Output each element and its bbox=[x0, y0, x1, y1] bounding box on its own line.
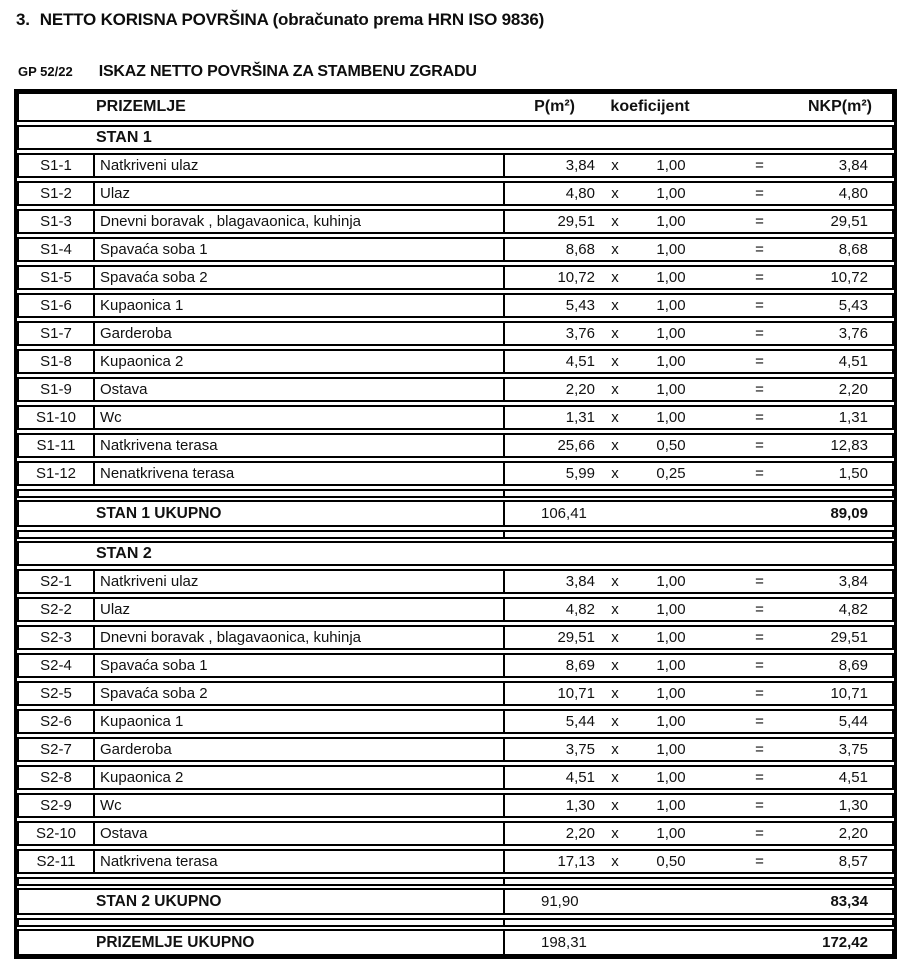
row-label: Spavaća soba 1 bbox=[100, 241, 208, 258]
row-values bbox=[503, 379, 892, 400]
multiply-sign: x bbox=[611, 409, 619, 426]
row-code: S1-8 bbox=[19, 351, 95, 372]
row-coefficient-value: 1,00 bbox=[656, 685, 686, 702]
row-label: Spavaća soba 2 bbox=[100, 685, 208, 702]
row-label: Wc bbox=[100, 409, 122, 426]
row-net-area-value: 2,20 bbox=[838, 825, 868, 842]
row-coefficient-value: 0,50 bbox=[656, 853, 686, 870]
row-values bbox=[503, 627, 892, 648]
equals-sign: = bbox=[755, 769, 764, 786]
table-row bbox=[17, 237, 894, 262]
separator-right bbox=[503, 879, 892, 884]
header-area: P(m²) bbox=[534, 98, 575, 115]
table-row bbox=[17, 569, 894, 594]
row-area-value: 4,80 bbox=[565, 185, 595, 202]
row-values bbox=[503, 711, 892, 732]
equals-sign: = bbox=[755, 685, 764, 702]
row-net-area-value: 4,80 bbox=[838, 185, 868, 202]
row-net-area-value: 10,71 bbox=[830, 685, 868, 702]
row-coefficient-value: 1,00 bbox=[656, 741, 686, 758]
row-coefficient-value: 1,00 bbox=[656, 797, 686, 814]
row-code: S2-3 bbox=[19, 627, 95, 648]
row-code: S2-10 bbox=[19, 823, 95, 844]
doc-code: GP 52/22 bbox=[18, 64, 73, 79]
table-row bbox=[17, 709, 894, 734]
section-header-row bbox=[17, 125, 894, 150]
row-values bbox=[503, 599, 892, 620]
total-label: PRIZEMLJE UKUPNO bbox=[96, 933, 255, 951]
row-coefficient-value: 0,50 bbox=[656, 437, 686, 454]
row-code: S2-2 bbox=[19, 599, 95, 620]
row-area-value: 4,82 bbox=[565, 601, 595, 618]
row-net-area-value: 3,76 bbox=[838, 325, 868, 342]
equals-sign: = bbox=[755, 657, 764, 674]
row-code: S1-10 bbox=[19, 407, 95, 428]
table-row bbox=[17, 153, 894, 178]
row-code: S1-12 bbox=[19, 463, 95, 484]
row-net-area-value: 1,30 bbox=[838, 797, 868, 814]
table-row bbox=[17, 265, 894, 290]
row-coefficient-value: 1,00 bbox=[656, 297, 686, 314]
total-label: STAN 1 UKUPNO bbox=[96, 504, 222, 522]
separator-left bbox=[19, 532, 503, 537]
equals-sign: = bbox=[755, 797, 764, 814]
section-title bbox=[16, 10, 897, 30]
row-label: Kupaonica 1 bbox=[100, 297, 184, 314]
multiply-sign: x bbox=[611, 657, 619, 674]
row-coefficient-value: 1,00 bbox=[656, 825, 686, 842]
row-code: S2-1 bbox=[19, 571, 95, 592]
multiply-sign: x bbox=[611, 741, 619, 758]
multiply-sign: x bbox=[611, 769, 619, 786]
row-net-area-value: 3,75 bbox=[838, 741, 868, 758]
table-row bbox=[17, 849, 894, 874]
row-area-value: 5,43 bbox=[565, 297, 595, 314]
multiply-sign: x bbox=[611, 685, 619, 702]
multiply-sign: x bbox=[611, 825, 619, 842]
net-area-table bbox=[14, 89, 897, 959]
row-code: S1-1 bbox=[19, 155, 95, 176]
multiply-sign: x bbox=[611, 629, 619, 646]
row-values bbox=[503, 323, 892, 344]
table-row bbox=[17, 765, 894, 790]
equals-sign: = bbox=[755, 353, 764, 370]
row-area-value: 10,72 bbox=[557, 269, 595, 286]
table-row bbox=[17, 181, 894, 206]
row-values bbox=[503, 571, 892, 592]
table-row bbox=[17, 793, 894, 818]
row-coefficient-value: 1,00 bbox=[656, 629, 686, 646]
row-label: Natkriveni ulaz bbox=[100, 157, 199, 174]
row-net-area-value: 5,43 bbox=[838, 297, 868, 314]
row-label: Kupaonica 1 bbox=[100, 713, 184, 730]
table-row bbox=[17, 653, 894, 678]
row-code: S2-5 bbox=[19, 683, 95, 704]
equals-sign: = bbox=[755, 573, 764, 590]
row-label: Kupaonica 2 bbox=[100, 769, 184, 786]
equals-sign: = bbox=[755, 297, 764, 314]
row-code: S1-4 bbox=[19, 239, 95, 260]
table-row bbox=[17, 821, 894, 846]
row-values bbox=[503, 435, 892, 456]
total-area-value: 91,90 bbox=[541, 893, 579, 910]
row-net-area-value: 1,31 bbox=[838, 409, 868, 426]
equals-sign: = bbox=[755, 409, 764, 426]
row-coefficient-value: 1,00 bbox=[656, 573, 686, 590]
table-row bbox=[17, 625, 894, 650]
equals-sign: = bbox=[755, 241, 764, 258]
row-coefficient-value: 1,00 bbox=[656, 713, 686, 730]
separator-row bbox=[17, 489, 894, 498]
row-area-value: 3,76 bbox=[565, 325, 595, 342]
table-row bbox=[17, 377, 894, 402]
row-label: Spavaća soba 1 bbox=[100, 657, 208, 674]
section-header-row bbox=[17, 541, 894, 566]
row-area-value: 4,51 bbox=[565, 353, 595, 370]
row-area-value: 1,31 bbox=[565, 409, 595, 426]
table-row bbox=[17, 293, 894, 318]
row-values bbox=[503, 211, 892, 232]
table-header-row bbox=[17, 92, 894, 122]
separator-row bbox=[17, 530, 894, 539]
total-values bbox=[503, 931, 892, 954]
row-values bbox=[503, 183, 892, 204]
separator-left bbox=[19, 879, 503, 884]
row-net-area-value: 29,51 bbox=[830, 629, 868, 646]
row-code: S2-9 bbox=[19, 795, 95, 816]
section-name: STAN 1 bbox=[96, 128, 152, 146]
total-net-area-value: 89,09 bbox=[830, 505, 868, 522]
multiply-sign: x bbox=[611, 601, 619, 618]
multiply-sign: x bbox=[611, 269, 619, 286]
row-coefficient-value: 1,00 bbox=[656, 353, 686, 370]
multiply-sign: x bbox=[611, 353, 619, 370]
multiply-sign: x bbox=[611, 437, 619, 454]
total-row bbox=[17, 888, 894, 915]
multiply-sign: x bbox=[611, 853, 619, 870]
row-values bbox=[503, 351, 892, 372]
total-values bbox=[503, 890, 892, 913]
row-label: Nenatkrivena terasa bbox=[100, 465, 235, 482]
row-coefficient-value: 1,00 bbox=[656, 325, 686, 342]
multiply-sign: x bbox=[611, 381, 619, 398]
row-net-area-value: 3,84 bbox=[838, 157, 868, 174]
separator-right bbox=[503, 920, 892, 925]
row-label: Natkriveni ulaz bbox=[100, 573, 199, 590]
row-coefficient-value: 1,00 bbox=[656, 213, 686, 230]
row-area-value: 10,71 bbox=[557, 685, 595, 702]
table-row bbox=[17, 681, 894, 706]
row-code: S1-2 bbox=[19, 183, 95, 204]
multiply-sign: x bbox=[611, 241, 619, 258]
total-net-area-value: 83,34 bbox=[830, 893, 868, 910]
equals-sign: = bbox=[755, 213, 764, 230]
row-values bbox=[503, 851, 892, 872]
table-row bbox=[17, 737, 894, 762]
row-net-area-value: 5,44 bbox=[838, 713, 868, 730]
section-name: STAN 2 bbox=[96, 544, 152, 562]
row-values bbox=[503, 739, 892, 760]
row-values bbox=[503, 463, 892, 484]
row-net-area-value: 29,51 bbox=[830, 213, 868, 230]
table-row bbox=[17, 433, 894, 458]
multiply-sign: x bbox=[611, 297, 619, 314]
row-coefficient-value: 1,00 bbox=[656, 269, 686, 286]
row-area-value: 5,99 bbox=[565, 465, 595, 482]
row-net-area-value: 1,50 bbox=[838, 465, 868, 482]
row-net-area-value: 8,57 bbox=[838, 853, 868, 870]
table-row bbox=[17, 209, 894, 234]
row-label: Natkrivena terasa bbox=[100, 853, 218, 870]
row-area-value: 29,51 bbox=[557, 213, 595, 230]
total-area-value: 106,41 bbox=[541, 505, 587, 522]
row-label: Ostava bbox=[100, 825, 148, 842]
row-values bbox=[503, 295, 892, 316]
row-code: S2-7 bbox=[19, 739, 95, 760]
row-values bbox=[503, 767, 892, 788]
row-code: S1-6 bbox=[19, 295, 95, 316]
row-label: Ulaz bbox=[100, 601, 131, 618]
row-net-area-value: 4,51 bbox=[838, 353, 868, 370]
row-code: S2-4 bbox=[19, 655, 95, 676]
multiply-sign: x bbox=[611, 157, 619, 174]
total-label: STAN 2 UKUPNO bbox=[96, 892, 222, 910]
equals-sign: = bbox=[755, 437, 764, 454]
row-area-value: 1,30 bbox=[565, 797, 595, 814]
multiply-sign: x bbox=[611, 465, 619, 482]
row-values bbox=[503, 407, 892, 428]
separator-left bbox=[19, 491, 503, 496]
row-net-area-value: 8,69 bbox=[838, 657, 868, 674]
row-label: Kupaonica 2 bbox=[100, 353, 184, 370]
grand-total-row bbox=[17, 929, 894, 956]
equals-sign: = bbox=[755, 465, 764, 482]
multiply-sign: x bbox=[611, 713, 619, 730]
row-area-value: 3,84 bbox=[565, 573, 595, 590]
row-code: S1-11 bbox=[19, 435, 95, 456]
separator-left bbox=[19, 920, 503, 925]
multiply-sign: x bbox=[611, 185, 619, 202]
separator-row bbox=[17, 877, 894, 886]
equals-sign: = bbox=[755, 269, 764, 286]
row-area-value: 2,20 bbox=[565, 381, 595, 398]
row-coefficient-value: 1,00 bbox=[656, 157, 686, 174]
row-area-value: 8,68 bbox=[565, 241, 595, 258]
row-area-value: 2,20 bbox=[565, 825, 595, 842]
equals-sign: = bbox=[755, 601, 764, 618]
equals-sign: = bbox=[755, 853, 764, 870]
row-code: S1-5 bbox=[19, 267, 95, 288]
multiply-sign: x bbox=[611, 325, 619, 342]
row-net-area-value: 4,51 bbox=[838, 769, 868, 786]
row-net-area-value: 4,82 bbox=[838, 601, 868, 618]
header-net-area: NKP(m²) bbox=[808, 98, 872, 115]
header-coefficient: koeficijent bbox=[610, 98, 690, 115]
equals-sign: = bbox=[755, 157, 764, 174]
row-coefficient-value: 1,00 bbox=[656, 601, 686, 618]
row-label: Garderoba bbox=[100, 325, 172, 342]
row-label: Dnevni boravak , blagavaonica, kuhinja bbox=[100, 629, 361, 646]
section-title-text: NETTO KORISNA POVRŠINA (obračunato prema HRN ISO 9836) bbox=[39, 10, 545, 29]
equals-sign: = bbox=[755, 381, 764, 398]
row-area-value: 8,69 bbox=[565, 657, 595, 674]
row-label: Ostava bbox=[100, 381, 148, 398]
row-values bbox=[503, 655, 892, 676]
row-area-value: 4,51 bbox=[565, 769, 595, 786]
row-area-value: 3,84 bbox=[565, 157, 595, 174]
row-code: S2-6 bbox=[19, 711, 95, 732]
row-values bbox=[503, 823, 892, 844]
header-floor: PRIZEMLJE bbox=[96, 98, 186, 115]
row-net-area-value: 3,84 bbox=[838, 573, 868, 590]
total-area-value: 198,31 bbox=[541, 934, 587, 951]
separator-row bbox=[17, 918, 894, 927]
row-area-value: 25,66 bbox=[557, 437, 595, 454]
row-label: Wc bbox=[100, 797, 122, 814]
total-row bbox=[17, 500, 894, 527]
section-number: 3. bbox=[16, 10, 30, 29]
table-subtitle: ISKAZ NETTO POVRŠINA ZA STAMBENU ZGRADU bbox=[98, 63, 477, 80]
row-values bbox=[503, 683, 892, 704]
multiply-sign: x bbox=[611, 797, 619, 814]
row-coefficient-value: 1,00 bbox=[656, 241, 686, 258]
row-values bbox=[503, 239, 892, 260]
row-area-value: 17,13 bbox=[557, 853, 595, 870]
total-net-area-value: 172,42 bbox=[822, 934, 868, 951]
row-coefficient-value: 1,00 bbox=[656, 409, 686, 426]
row-values bbox=[503, 267, 892, 288]
row-coefficient-value: 1,00 bbox=[656, 185, 686, 202]
table-row bbox=[17, 349, 894, 374]
row-label: Garderoba bbox=[100, 741, 172, 758]
row-label: Dnevni boravak , blagavaonica, kuhinja bbox=[100, 213, 361, 230]
row-coefficient-value: 1,00 bbox=[656, 381, 686, 398]
row-label: Ulaz bbox=[100, 185, 131, 202]
row-net-area-value: 2,20 bbox=[838, 381, 868, 398]
equals-sign: = bbox=[755, 629, 764, 646]
row-label: Natkrivena terasa bbox=[100, 437, 218, 454]
row-net-area-value: 8,68 bbox=[838, 241, 868, 258]
total-values bbox=[503, 502, 892, 525]
row-code: S2-8 bbox=[19, 767, 95, 788]
row-coefficient-value: 1,00 bbox=[656, 657, 686, 674]
equals-sign: = bbox=[755, 825, 764, 842]
row-code: S1-3 bbox=[19, 211, 95, 232]
table-row bbox=[17, 597, 894, 622]
equals-sign: = bbox=[755, 325, 764, 342]
table-caption bbox=[18, 63, 897, 81]
row-area-value: 5,44 bbox=[565, 713, 595, 730]
row-label: Spavaća soba 2 bbox=[100, 269, 208, 286]
table-row bbox=[17, 461, 894, 486]
row-area-value: 29,51 bbox=[557, 629, 595, 646]
table-row bbox=[17, 321, 894, 346]
row-net-area-value: 10,72 bbox=[830, 269, 868, 286]
table-row bbox=[17, 405, 894, 430]
equals-sign: = bbox=[755, 741, 764, 758]
equals-sign: = bbox=[755, 713, 764, 730]
separator-right bbox=[503, 491, 892, 496]
multiply-sign: x bbox=[611, 573, 619, 590]
row-coefficient-value: 1,00 bbox=[656, 769, 686, 786]
multiply-sign: x bbox=[611, 213, 619, 230]
row-area-value: 3,75 bbox=[565, 741, 595, 758]
row-code: S1-9 bbox=[19, 379, 95, 400]
separator-right bbox=[503, 532, 892, 537]
equals-sign: = bbox=[755, 185, 764, 202]
row-net-area-value: 12,83 bbox=[830, 437, 868, 454]
row-code: S2-11 bbox=[19, 851, 95, 872]
row-coefficient-value: 0,25 bbox=[656, 465, 686, 482]
row-values bbox=[503, 155, 892, 176]
row-values bbox=[503, 795, 892, 816]
row-code: S1-7 bbox=[19, 323, 95, 344]
